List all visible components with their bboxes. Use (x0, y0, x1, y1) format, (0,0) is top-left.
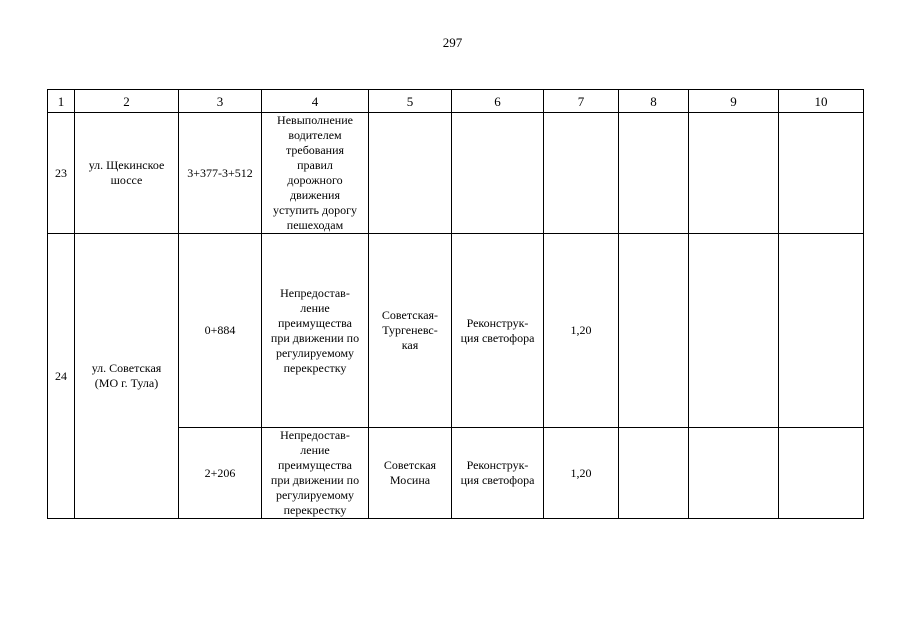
value-cell: 1,20 (544, 428, 619, 519)
column-header: 1 (48, 90, 75, 113)
page-number: 297 (442, 35, 463, 50)
empty-cell (779, 234, 864, 428)
value-cell: 1,20 (544, 234, 619, 428)
empty-cell (779, 428, 864, 519)
intersection-cell: Советская- Тургеневс- кая (369, 234, 452, 428)
intersection-cell (369, 113, 452, 234)
section-cell: 0+884 (179, 234, 262, 428)
empty-cell (779, 113, 864, 234)
street-cell: ул. Щекинское шоссе (75, 113, 179, 234)
empty-cell (689, 428, 779, 519)
measure-cell: Реконструк- ция светофора (452, 234, 544, 428)
empty-cell (619, 113, 689, 234)
table-row (48, 113, 864, 234)
column-header: 10 (779, 90, 864, 113)
table-header-row (48, 90, 864, 113)
intersection-cell: Советская Мосина (369, 428, 452, 519)
empty-cell (689, 234, 779, 428)
violation-cell: Непредостав- ление преимущества при движении по регулируемому перекрестку (262, 234, 369, 428)
column-header: 9 (689, 90, 779, 113)
column-header: 2 (75, 90, 179, 113)
column-header: 6 (452, 90, 544, 113)
section-cell: 2+206 (179, 428, 262, 519)
empty-cell (689, 113, 779, 234)
violation-cell: Непредостав- ление преимущества при движении по регулируемому перекрестку (262, 428, 369, 519)
column-header: 3 (179, 90, 262, 113)
violation-cell: Невыполнение водителем требования правил дорожного движения уступить дорогу пешеходам (262, 113, 369, 234)
measure-cell (452, 113, 544, 234)
value-cell (544, 113, 619, 234)
column-header: 4 (262, 90, 369, 113)
column-header: 5 (369, 90, 452, 113)
section-cell: 3+377-3+512 (179, 113, 262, 234)
row-number-cell: 24 (48, 234, 75, 519)
data-table (47, 89, 864, 519)
table-row (48, 234, 864, 428)
column-header: 8 (619, 90, 689, 113)
empty-cell (619, 234, 689, 428)
street-cell: ул. Советская (МО г. Тула) (75, 234, 179, 519)
empty-cell (619, 428, 689, 519)
measure-cell: Реконструк- ция светофора (452, 428, 544, 519)
column-header: 7 (544, 90, 619, 113)
row-number-cell: 23 (48, 113, 75, 234)
